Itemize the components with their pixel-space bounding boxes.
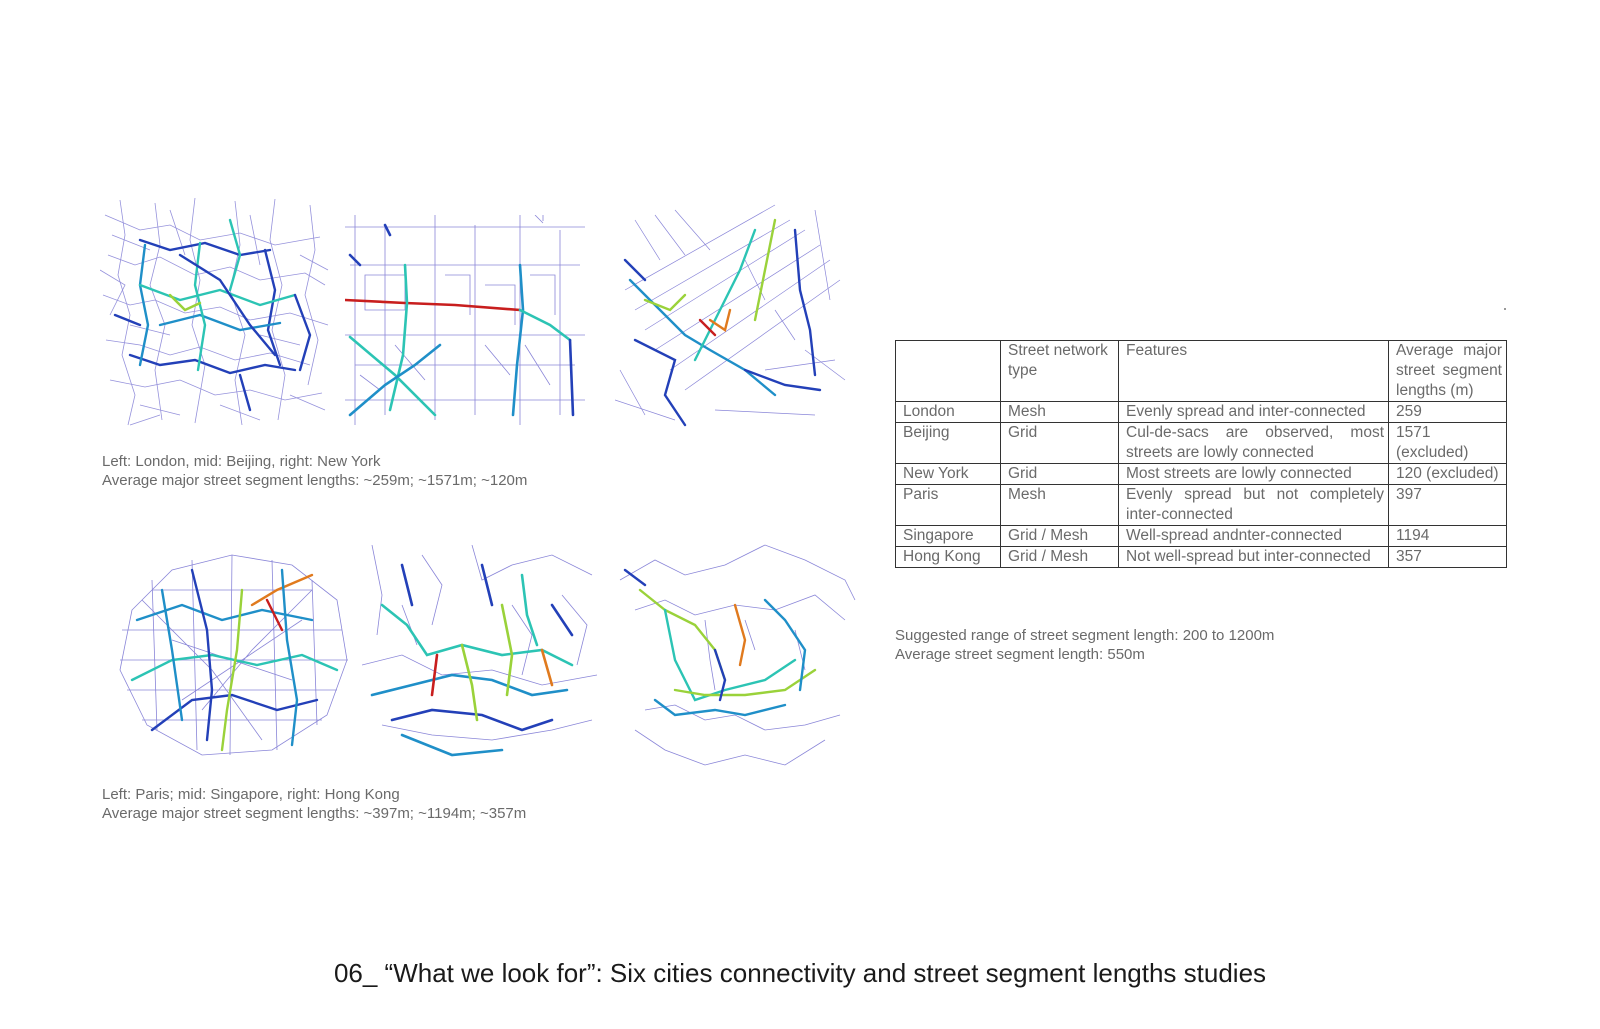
cell-city: Paris (896, 485, 1001, 526)
note-suggested-range: Suggested range of street segment length: 200 to 1200m (895, 627, 1275, 644)
cell-type: Mesh (1001, 485, 1119, 526)
cell-features: Well-spread andnter-connected (1119, 526, 1389, 547)
street-network-table (895, 340, 1507, 568)
table-row (896, 464, 1507, 485)
segment-length-notes (895, 626, 1274, 664)
cell-city: London (896, 402, 1001, 423)
paris-map (112, 550, 352, 760)
new-york-map (615, 200, 855, 430)
cell-city: Beijing (896, 423, 1001, 464)
page-title: 06_ “What we look for”: Six cities connectivity and street segment lengths studies (333, 958, 1267, 988)
row1-caption-line2: Average major street segment lengths: ~259m; ~1571m; ~120m (102, 472, 528, 489)
row2-caption-line1: Left: Paris; mid: Singapore, right: Hong Kong (102, 786, 400, 803)
cell-features: Evenly spread and inter-connected (1119, 402, 1389, 423)
table-row (896, 402, 1507, 423)
table-row (896, 423, 1507, 464)
major-streets (372, 565, 572, 755)
row2-caption-line2: Average major street segment lengths: ~397m; ~1194m; ~357m (102, 805, 527, 822)
cell-length: 120 (excluded) (1389, 464, 1507, 485)
cell-features: Evenly spread but not completely inter-connected (1119, 485, 1389, 526)
stray-dot (1504, 308, 1506, 310)
cell-type: Mesh (1001, 402, 1119, 423)
cell-features: Most streets are lowly connected (1119, 464, 1389, 485)
cell-length: 1194 (1389, 526, 1507, 547)
cell-length: 397 (1389, 485, 1507, 526)
note-average-length: Average street segment length: 550m (895, 646, 1145, 663)
table-row (896, 547, 1507, 568)
cell-length: 357 (1389, 547, 1507, 568)
header-features: Features (1119, 341, 1389, 402)
cell-city: Hong Kong (896, 547, 1001, 568)
cell-features: Cul-de-sacs are observed, most streets are lowly connected (1119, 423, 1389, 464)
cell-type: Grid (1001, 464, 1119, 485)
cell-type: Grid (1001, 423, 1119, 464)
hong-kong-map (615, 540, 860, 770)
beijing-map (345, 215, 590, 430)
table-header-row (896, 341, 1507, 402)
cell-type: Grid / Mesh (1001, 526, 1119, 547)
cell-city: Singapore (896, 526, 1001, 547)
row1-caption-line1: Left: London, mid: Beijing, right: New York (102, 453, 381, 470)
cell-length: 259 (1389, 402, 1507, 423)
table-row (896, 485, 1507, 526)
london-map (100, 195, 330, 430)
cell-features: Not well-spread but inter-connected (1119, 547, 1389, 568)
cell-type: Grid / Mesh (1001, 547, 1119, 568)
cell-city: New York (896, 464, 1001, 485)
minor-streets (120, 555, 348, 755)
header-network-type: Street network type (1001, 341, 1119, 402)
table-row (896, 526, 1507, 547)
row2-caption (102, 785, 526, 823)
cell-length: 1571 (excluded) (1389, 423, 1507, 464)
minor-streets (620, 545, 855, 765)
minor-streets (100, 198, 328, 425)
major-streets (345, 225, 573, 415)
major-streets (625, 570, 815, 715)
minor-streets (345, 215, 585, 425)
row1-caption (102, 452, 527, 490)
header-city (896, 341, 1001, 402)
singapore-map (362, 545, 602, 765)
header-segment-length: Average major street segment lengths (m) (1389, 341, 1507, 402)
minor-streets (362, 545, 597, 740)
